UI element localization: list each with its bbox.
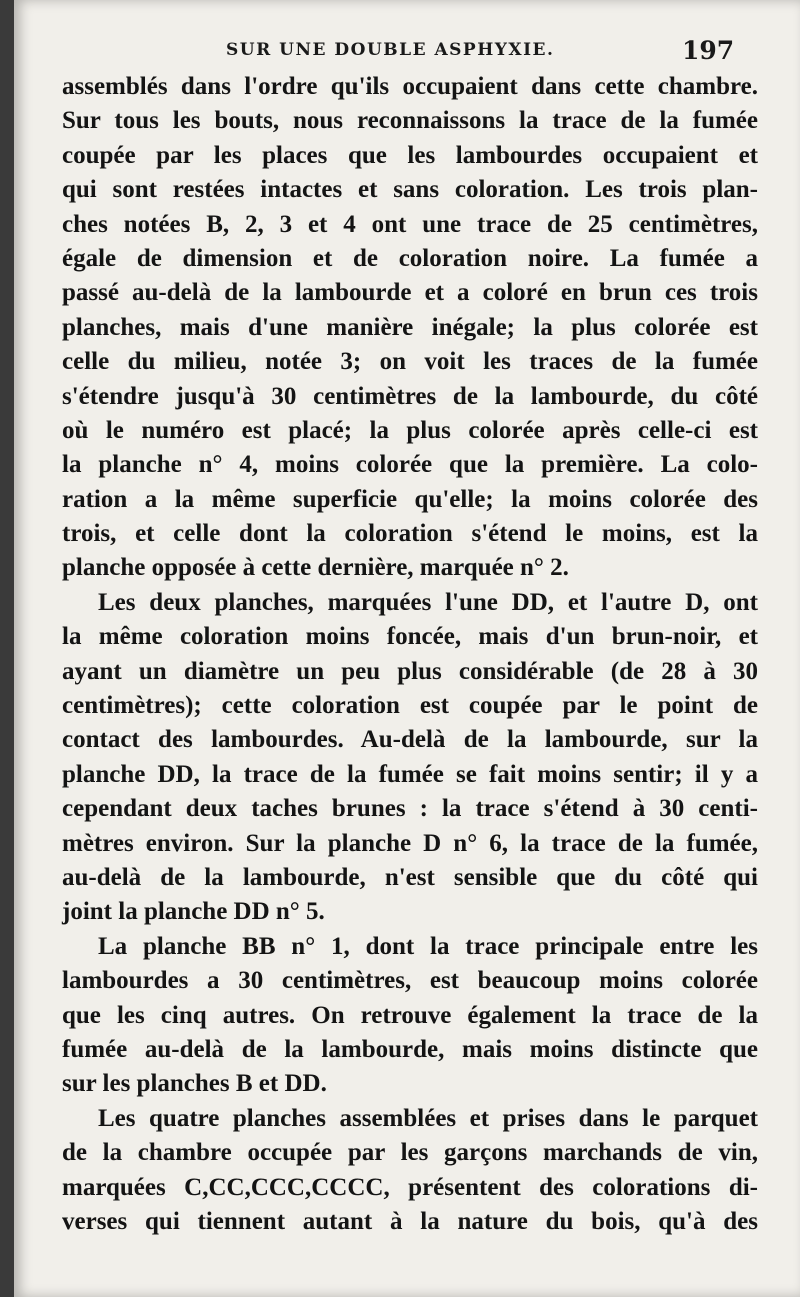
text-line: cependant deux taches brunes : la trace s'étend à 30 centi-	[62, 795, 758, 823]
text-line: trois, et celle dont la coloration s'étend le moins, est la	[62, 520, 758, 548]
text-line: coupée par les places que les lambourdes occupaient et	[62, 141, 758, 169]
text-line: marquées C,CC,CCC,CCCC, présentent des colorations di-	[62, 1173, 758, 1201]
paragraph-2	[62, 586, 758, 930]
text-line: assemblés dans l'ordre qu'ils occupaient dans cette chambre.	[62, 73, 758, 100]
text-line: passé au-delà de la lambourde et a coloré en brun ces trois	[62, 279, 758, 307]
text-line: qui sont restées intactes et sans coloration. Les trois plan-	[62, 176, 758, 204]
text-line: sur les planches B et DD.	[62, 1070, 327, 1098]
text-line: fumée au-delà de la lambourde, mais moins distincte que	[62, 1035, 758, 1063]
text-line: centimètres); cette coloration est coupée par le point de	[62, 692, 758, 720]
text-line: au-delà de la lambourde, n'est sensible que du côté qui	[62, 863, 758, 891]
text-line: Les quatre planches assemblées et prises dans le parquet	[98, 1104, 758, 1132]
text-line: joint la planche DD n° 5.	[62, 898, 325, 926]
text-line: égale de dimension et de coloration noire. La fumée a	[62, 244, 758, 272]
text-line: planches, mais d'une manière inégale; la plus colorée est	[62, 313, 758, 341]
text-line: lambourdes a 30 centimètres, est beaucoup moins colorée	[62, 967, 758, 995]
text-line: ration a la même superficie qu'elle; la moins colorée des	[62, 485, 758, 513]
text-line: La planche BB n° 1, dont la trace principale entre les	[98, 932, 758, 960]
text-line: Sur tous les bouts, nous reconnaissons la trace de la fumée	[62, 107, 758, 135]
text-line: ches notées B, 2, 3 et 4 ont une trace de 25 centimètres,	[62, 210, 758, 238]
text-line: la planche n° 4, moins colorée que la première. La colo-	[62, 451, 758, 479]
text-line: Les deux planches, marquées l'une DD, et l'autre D, ont	[98, 588, 758, 616]
page-number: 197	[682, 36, 735, 65]
text-line: que les cinq autres. On retrouve également la trace de la	[62, 1001, 758, 1029]
paragraph-3	[62, 930, 758, 1102]
text-line: où le numéro est placé; la plus colorée après celle-ci est	[62, 416, 758, 444]
paragraph-1	[62, 70, 758, 586]
body-text	[62, 70, 758, 1239]
text-line: planche DD, la trace de la fumée se fait moins sentir; il y a	[62, 760, 758, 788]
text-line: ayant un diamètre un peu plus considérable (de 28 à 30	[62, 657, 758, 685]
text-line: de la chambre occupée par les garçons marchands de vin,	[62, 1139, 758, 1167]
book-page	[14, 0, 800, 1297]
page-header	[14, 36, 800, 70]
text-line: la même coloration moins foncée, mais d'un brun-noir, et	[62, 623, 758, 651]
text-line: celle du milieu, notée 3; on voit les traces de la fumée	[62, 348, 758, 376]
text-line: verses qui tiennent autant à la nature du bois, qu'à des	[62, 1207, 758, 1235]
text-line: s'étendre jusqu'à 30 centimètres de la lambourde, du côté	[62, 382, 758, 410]
text-line: mètres environ. Sur la planche D n° 6, la trace de la fumée,	[62, 829, 758, 857]
text-line: planche opposée à cette dernière, marquée n° 2.	[62, 554, 569, 582]
paragraph-4	[62, 1102, 758, 1240]
text-line: contact des lambourdes. Au-delà de la lambourde, sur la	[62, 726, 758, 754]
running-title: SUR UNE DOUBLE ASPHYXIE.	[226, 40, 555, 60]
